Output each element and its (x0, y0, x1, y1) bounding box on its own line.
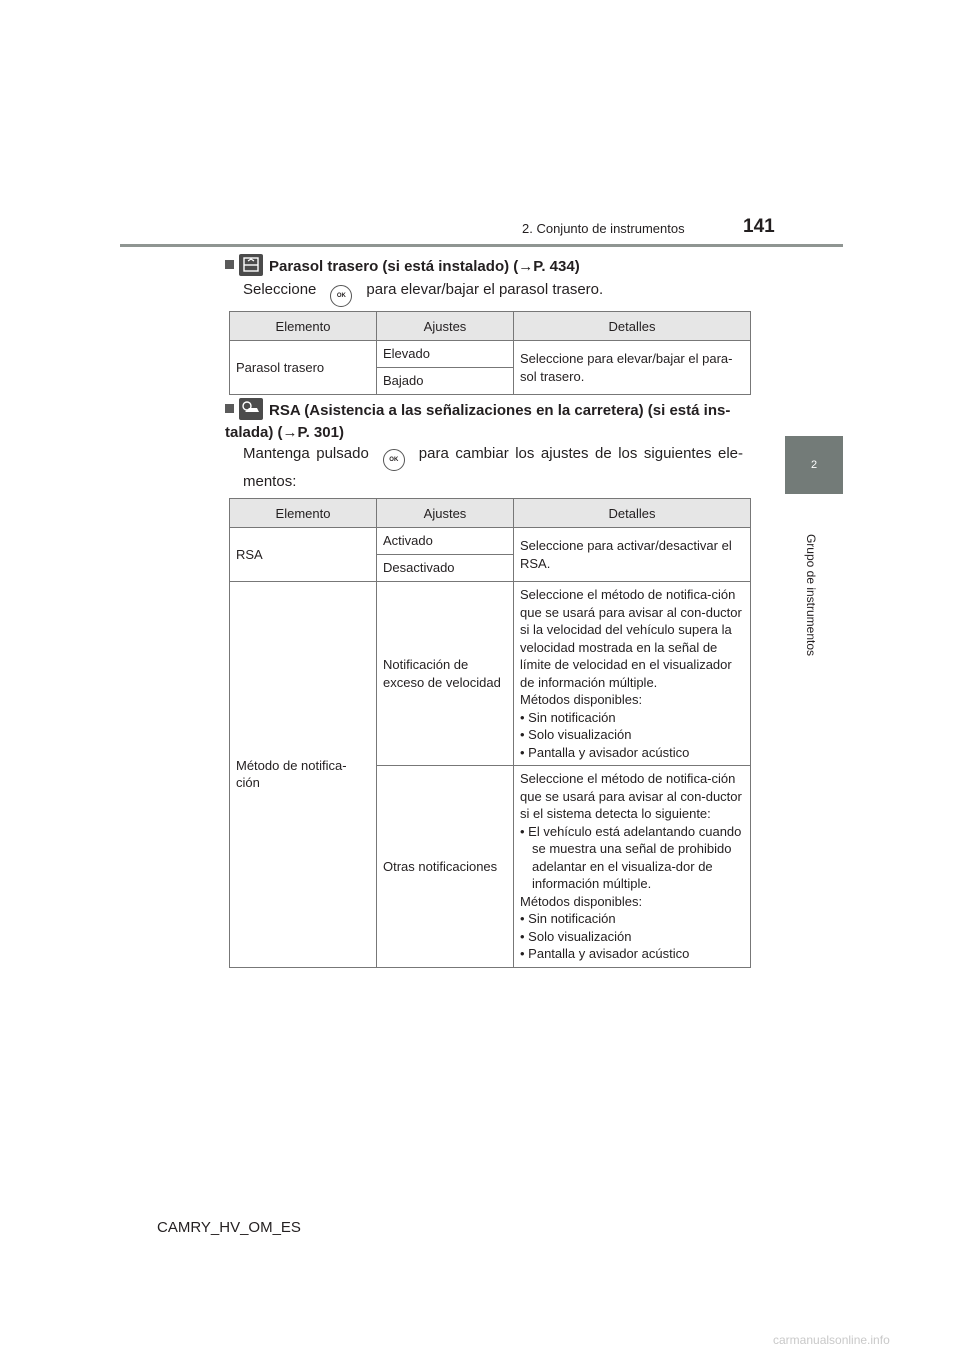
method-item-text: Solo visualización (528, 928, 632, 944)
bullet-square (225, 260, 234, 269)
chapter-number: 2 (810, 459, 818, 471)
table-cell-element: RSA (230, 528, 377, 582)
chapter-tab (785, 436, 843, 494)
section-heading-parasol (225, 254, 580, 278)
section-heading-text: RSA (Asistencia a las señalizaciones en la carretera) (si está ins-talada) (→P. 301) (225, 402, 731, 441)
method-item-text: Solo visualización (528, 727, 632, 742)
section-heading-rsa (225, 398, 745, 444)
table-cell-setting: Activado (377, 528, 514, 555)
table-row (230, 582, 751, 766)
method-item-text: Sin notificación (528, 709, 616, 725)
table-cell-details: Seleccione para activar/desactivar el RSA. (514, 528, 751, 582)
table-cell-setting: Bajado (377, 368, 514, 395)
document-code: CAMRY_HV_OM_ES (157, 1219, 301, 1236)
settings-table-rsa (229, 498, 751, 968)
table-header: Ajustes (377, 499, 514, 528)
table-header: Detalles (514, 499, 751, 528)
table-header: Elemento (230, 499, 377, 528)
table-cell-details: Seleccione para elevar/bajar el para-sol trasero. (514, 341, 751, 395)
method-item-text: Sin notificación (528, 911, 616, 926)
instruction-text-before: Mantenga pulsado (243, 445, 369, 462)
bullet-square (225, 404, 234, 413)
method-item: • Solo visualización (520, 928, 632, 944)
watermark: carmanualsonline.info (773, 1333, 890, 1347)
ok-button-icon: OK (383, 449, 405, 471)
instruction-text-after: para elevar/bajar el parasol trasero. (366, 281, 604, 298)
table-header: Elemento (230, 312, 377, 341)
section-heading-text: Parasol trasero (si está instalado) (→P. 434) (269, 258, 580, 275)
instruction-text-after: para cambiar los ajustes de los siguientes ele-mentos: (243, 445, 743, 490)
method-item: • Sin notificación (520, 709, 616, 725)
settings-table-parasol (229, 311, 751, 395)
rsa-sign-icon (239, 398, 263, 420)
method-item-text: Pantalla y avisador acústico (528, 946, 690, 961)
methods-label: Métodos disponibles: (520, 692, 643, 707)
table-header-row (230, 312, 751, 341)
table-header: Detalles (514, 312, 751, 341)
details-text: Seleccione el método de notifica-ción que se usará para avisar al con-ductor si el sistema detecta lo siguiente: (520, 771, 742, 821)
section-instruction (243, 443, 743, 493)
table-cell-details (514, 582, 751, 766)
table-header: Ajustes (377, 312, 514, 341)
table-cell-setting: Desactivado (377, 555, 514, 582)
method-item: • Solo visualización (520, 727, 632, 742)
table-cell-setting: Notificación de exceso de velocidad (377, 582, 514, 766)
table-cell-setting: Otras notificaciones (377, 766, 514, 968)
method-item: • Sin notificación (520, 911, 616, 926)
method-item: • Pantalla y avisador acústico (520, 946, 690, 961)
instruction-text-before: Seleccione (243, 281, 317, 298)
rear-sunshade-icon (239, 254, 263, 276)
table-header-row (230, 499, 751, 528)
header-section-title: 2. Conjunto de instrumentos (522, 221, 685, 236)
page-number: 141 (743, 216, 775, 237)
methods-label: Métodos disponibles: (520, 893, 643, 909)
ok-button-icon: OK (330, 285, 352, 307)
condition-item: • El vehículo está adelantando cuando se muestra una señal de prohibido adelantar en el visualiza-dor de información múltiple. (520, 823, 742, 891)
table-cell-element: Método de notifica-ción (230, 582, 377, 968)
method-item-text: Pantalla y avisador acústico (528, 744, 690, 760)
table-cell-element: Parasol trasero (230, 341, 377, 395)
chapter-label (781, 528, 821, 668)
table-cell-setting: Elevado (377, 341, 514, 368)
method-item: • Pantalla y avisador acústico (520, 744, 690, 760)
chapter-label-text: Grupo de instrumentos (804, 533, 818, 657)
section-instruction (243, 279, 603, 307)
table-row (230, 341, 751, 368)
details-text: Seleccione el método de notifica-ción que se usará para avisar al con-ductor si la velocidad del vehículo supera la velocidad mostrada en la señal de límite de velocidad en el visualizador de información múltiple. (520, 587, 742, 690)
table-row (230, 528, 751, 555)
table-cell-details (514, 766, 751, 968)
condition-item-text: El vehículo está adelantando cuando se muestra una señal de prohibido adelantar en el visualiza-dor de información múltiple. (528, 823, 742, 891)
header-divider (120, 244, 843, 247)
